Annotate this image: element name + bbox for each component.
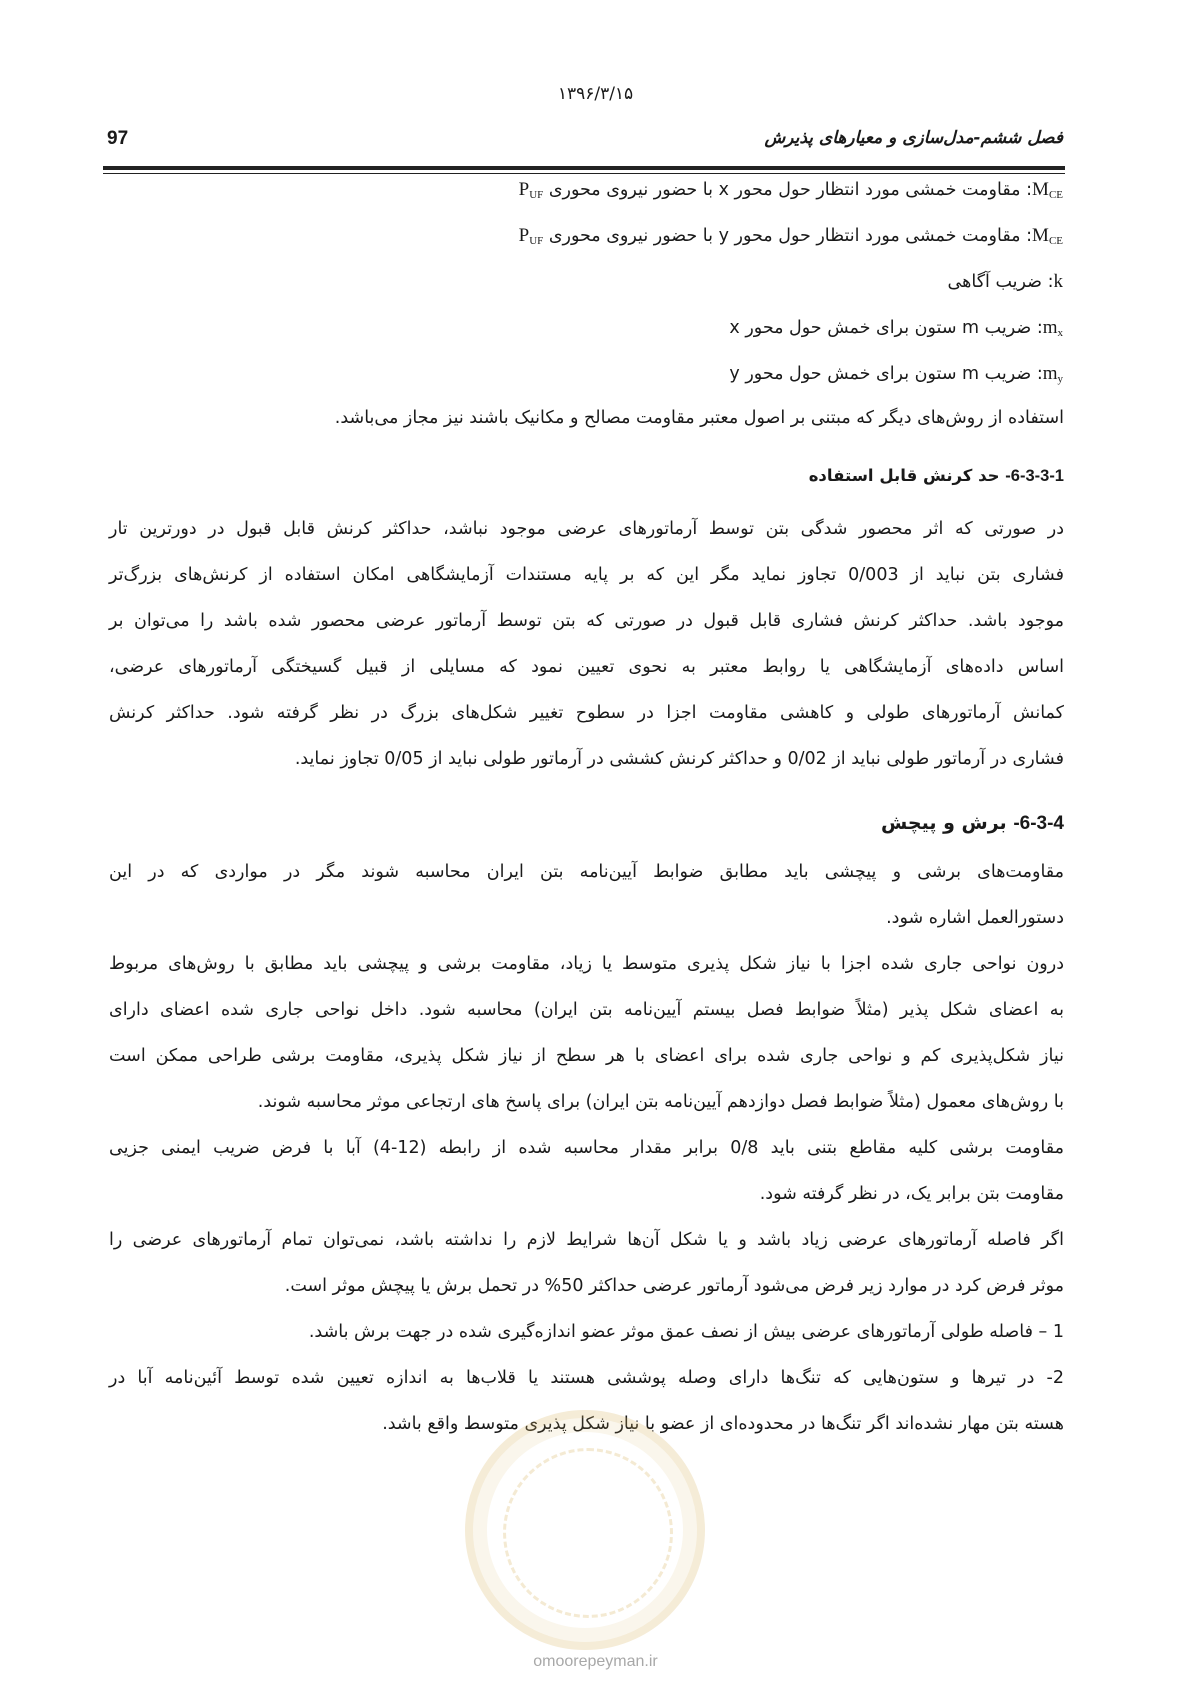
def-subscript: y — [1057, 373, 1063, 385]
paragraph-line: مقاومت‌های برشی و پیچشی باید مطابق ضوابط آیین‌نامه بتن ایران محاسبه شوند مگر در مواردی که در این — [109, 862, 1064, 882]
def-symbol: M — [1032, 179, 1049, 200]
def-text: ضریب m ستون برای خمش حول محور x — [729, 318, 1032, 338]
def-sep: : — [1031, 364, 1043, 384]
paragraph-line: موجود باشد. حداکثر کرنش فشاری قابل قبول در صورتی که بتن توسط آرماتور عرضی محصور شده باشد را می‌توان بر — [109, 611, 1064, 631]
def-text: ضریب m ستون برای خمش حول محور y — [729, 364, 1032, 384]
paragraph-line: در صورتی که اثر محصور شدگی بتن توسط آرماتورهای عرضی موجود نباشد، حداکثر کرنش قابل قبول در دورترین تار — [109, 519, 1064, 539]
chapter-title: فصل ششم-مدل‌سازی و معیارهای پذیرش — [764, 128, 1063, 148]
def-sep: : — [1031, 318, 1043, 338]
def-tail-symbol: P — [518, 179, 530, 200]
paragraph-line: کمانش آرماتورهای طولی و کاهشی مقاومت اجزا در سطوح تغییر شکل‌های بزرگ در نظر گرفته شود. حداکثر کرنش — [109, 703, 1064, 723]
def-symbol: k — [1053, 271, 1063, 292]
paragraph-line: درون نواحی جاری شده اجزا با نیاز شکل پذیری متوسط یا زیاد، مقاومت برشی و پیچشی باید مطابق با روش‌های مربوط — [109, 954, 1064, 974]
paragraph-line: اگر فاصله آرماتورهای عرضی زیاد باشد و یا شکل آن‌ها شرایط لازم را نداشته باشد، نمی‌توان تمام آرماتورهای عرضی را — [109, 1230, 1064, 1250]
watermark-seal — [465, 1410, 705, 1650]
page-number: 97 — [107, 128, 129, 149]
header-rule-thin — [103, 173, 1065, 174]
def-text: ضریب آگاهی — [947, 272, 1043, 292]
watermark-url: omoorepeyman.ir — [533, 1653, 658, 1670]
definition-mce-x — [519, 180, 1063, 201]
def-symbol: m — [1042, 317, 1058, 338]
watermark-seal-ring — [503, 1448, 673, 1618]
definition-k — [948, 272, 1063, 292]
paragraph-line: فشاری در آرماتور طولی نباید از 0/02 و حداکثر کرنش کششی در آرماتور طولی نباید از 0/05 تجاوز نماید. — [294, 749, 1064, 769]
def-sep: : — [1020, 226, 1033, 246]
paragraph-line: با روش‌های معمول (مثلاً ضوابط فصل دوازدهم آیین‌نامه بتن ایران) برای پاسخ های ارتجاعی موثر محاسبه شوند. — [257, 1092, 1064, 1112]
other-methods-text: استفاده از روش‌های دیگر که مبتنی بر اصول معتبر مقاومت مصالح و مکانیک باشند نیز مجاز می‌باشد. — [334, 408, 1064, 428]
paragraph-line: به اعضای شکل پذیر (مثلاً ضوابط فصل بیستم آیین‌نامه بتن ایران) محاسبه شود. داخل نواحی جاری شده اعضای دارای — [109, 1000, 1064, 1020]
def-sep: : — [1042, 272, 1054, 292]
section-heading — [881, 812, 1064, 835]
def-text: مقاومت خمشی مورد انتظار حول محور y با حضور نیروی محوری — [543, 226, 1021, 246]
def-tail-subscript: UF — [529, 235, 544, 247]
paragraph-line: اساس داده‌های آزمایشگاهی یا روابط معتبر به نحوی تعیین نمود که مسایلی از قبیل گسیختگی آرماتورهای عرضی، — [109, 657, 1064, 677]
def-symbol: M — [1032, 225, 1049, 246]
def-subscript: CE — [1048, 235, 1063, 247]
paragraph-line: موثر فرض کرد در موارد زیر فرض می‌شود آرماتور عرضی حداکثر 50% در تحمل برش یا پیچش موثر است. — [284, 1276, 1064, 1296]
paragraph-line: نیاز شکل‌پذیری کم و نواحی جاری شده برای اعضای با هر سطح از نیاز شکل پذیری، مقاومت برشی طراحی ممکن است — [109, 1046, 1064, 1066]
list-item: 2- در تیرها و ستون‌هایی که تنگ‌ها دارای وصله پوششی هستند یا قلاب‌ها به اندازه تعیین شده توسط آئین‌نامه آبا در — [109, 1368, 1064, 1388]
list-item-continuation: هسته بتن مهار نشده‌اند اگر تنگ‌ها در محدوده‌ای از عضو با نیاز شکل پذیری متوسط واقع باشد. — [382, 1414, 1064, 1434]
def-subscript: CE — [1048, 189, 1063, 201]
def-symbol: m — [1042, 363, 1058, 384]
paragraph-line: مقاومت بتن برابر یک، در نظر گرفته شود. — [759, 1184, 1064, 1204]
section-heading — [809, 466, 1064, 486]
def-text: مقاومت خمشی مورد انتظار حول محور x با حضور نیروی محوری — [543, 180, 1021, 200]
section-title: برش و پیچش — [881, 812, 1014, 834]
page-date: ۱۳۹۶/۳/۱۵ — [557, 84, 634, 104]
section-number: 6-3-3-1- — [1005, 467, 1064, 485]
paragraph-line: دستورالعمل اشاره شود. — [886, 908, 1064, 928]
section-title: حد کرنش قابل استفاده — [808, 466, 1006, 485]
list-item: 1 – فاصله طولی آرماتورهای عرضی بیش از نصف عمق موثر عضو اندازه‌گیری شده در جهت برش باشد. — [308, 1322, 1064, 1342]
definition-mx — [729, 318, 1063, 339]
paragraph-line: فشاری بتن نباید از 0/003 تجاوز نماید مگر این که بر پایه مستندات آزمایشگاهی امکان استفاده از کرنش‌های بزرگ‌تر — [109, 565, 1064, 585]
definition-mce-y — [519, 226, 1063, 247]
def-tail-subscript: UF — [529, 189, 544, 201]
section-number: 6-3-4- — [1013, 813, 1064, 834]
def-subscript: x — [1057, 327, 1063, 339]
def-sep: : — [1020, 180, 1033, 200]
def-tail-symbol: P — [518, 225, 530, 246]
paragraph-line: مقاومت برشی کلیه مقاطع بتنی باید 0/8 برابر مقدار محاسبه شده از رابطه (12-4) آبا با فرض ضریب ایمنی جزیی — [109, 1138, 1064, 1158]
header-rule-thick — [103, 166, 1065, 170]
definition-my — [729, 364, 1063, 385]
